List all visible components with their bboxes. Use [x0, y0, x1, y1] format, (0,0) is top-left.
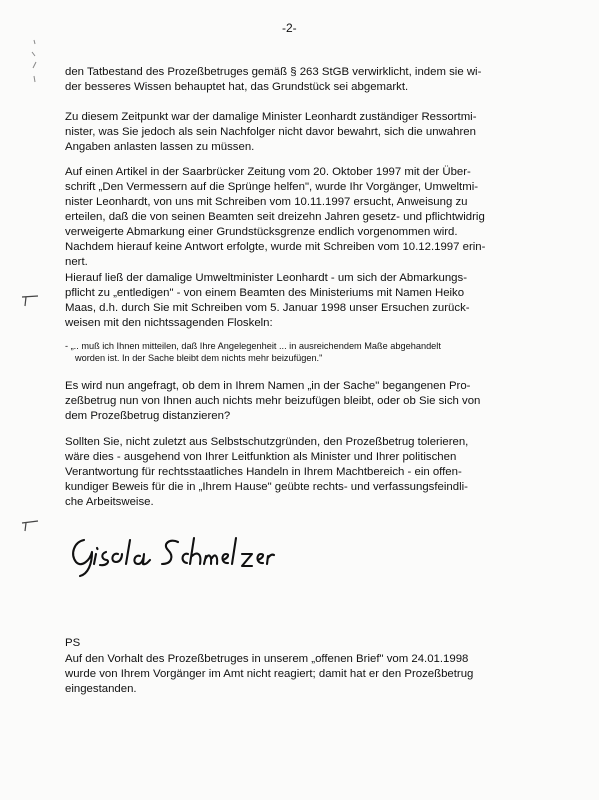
- body-paragraph: Zu diesem Zeitpunkt war der damalige Minister Leonhardt zuständiger Ressortmi- nister, was Sie jedoch als sein Nachfolger nicht davor bewahrt, sich die unwahren Angaben anlasten lassen zu müssen.: [65, 111, 477, 153]
- margin-mark-top: [26, 38, 42, 88]
- handwritten-signature: [66, 520, 276, 580]
- body-paragraph: Sollten Sie, nicht zuletzt aus Selbstschutzgründen, den Prozeßbetrug tolerieren, wäre dies - ausgehend von Ihrer Leitfunktion als Minister und Ihrer politischen Verantwortung für rechtsstaatliches Handeln in Ihrem Machtbereich - ein offen- kundiger Beweis für die in „Ihrem Hause" geübte rechts- und verfassungsfeindli- che Arbeitsweise.: [65, 436, 469, 508]
- margin-mark-bracket: [20, 294, 40, 308]
- body-paragraph: den Tatbestand des Prozeßbetruges gemäß § 263 StGB verwirklicht, indem sie wi- der besseres Wissen behauptet hat, das Grundstück sei abgemarkt.: [65, 66, 482, 93]
- ps-paragraph: Auf den Vorhalt des Prozeßbetruges in unserem „offenen Brief" vom 24.01.1998 wurde von Ihrem Vorgänger im Amt nicht reagiert; damit hat er den Prozeßbetrug eingestanden.: [65, 653, 474, 695]
- ps-label: PS: [65, 637, 81, 649]
- page-number: -2-: [282, 21, 297, 35]
- body-paragraph: Auf einen Artikel in der Saarbrücker Zeitung vom 20. Oktober 1997 mit der Über- schrift „Den Vermessern auf die Sprünge helfen", wurde Ihr Vorgänger, Umweltmi- nister Leonhardt, von uns mit Schreiben vom 10.11.1997 ersucht, Anweisung zu erteilen, daß die von seinen Beamten seit dreizehn Jahren gesetz- und pflichtwidrig verweigerte Abmarkung einer Grundstücksgrenze endlich vorgenommen wird. Nachdem hierauf keine Antwort erfolgte, wurde mit Schreiben vom 10.12.1997 erin- nert.: [65, 166, 486, 268]
- body-paragraph: Hierauf ließ der damalige Umweltminister Leonhardt - um sich der Abmarkungs- pflicht zu „entledigen" - von einem Beamten des Ministeriums mit Namen Heiko Maas, d.h. durch Sie mit Schreiben vom 5. Januar 1998 unser Ersuchen zurück- weisen mit den nichtssagenden Floskeln:: [65, 272, 470, 329]
- margin-mark-bracket: [20, 519, 40, 533]
- quotation: - „.. muß ich Ihnen mitteilen, daß Ihre Angelegenheit ... in ausreichendem Maße abgehandelt worden ist. In der Sache bleibt dem nichts mehr beizufügen.": [65, 341, 441, 363]
- body-paragraph: Es wird nun angefragt, ob dem in Ihrem Namen „in der Sache" begangenen Pro- zeßbetrug nun von Ihnen auch nichts mehr beizufügen bleibt, oder ob Sie sich von dem Prozeßbetrug distanzieren?: [65, 380, 481, 422]
